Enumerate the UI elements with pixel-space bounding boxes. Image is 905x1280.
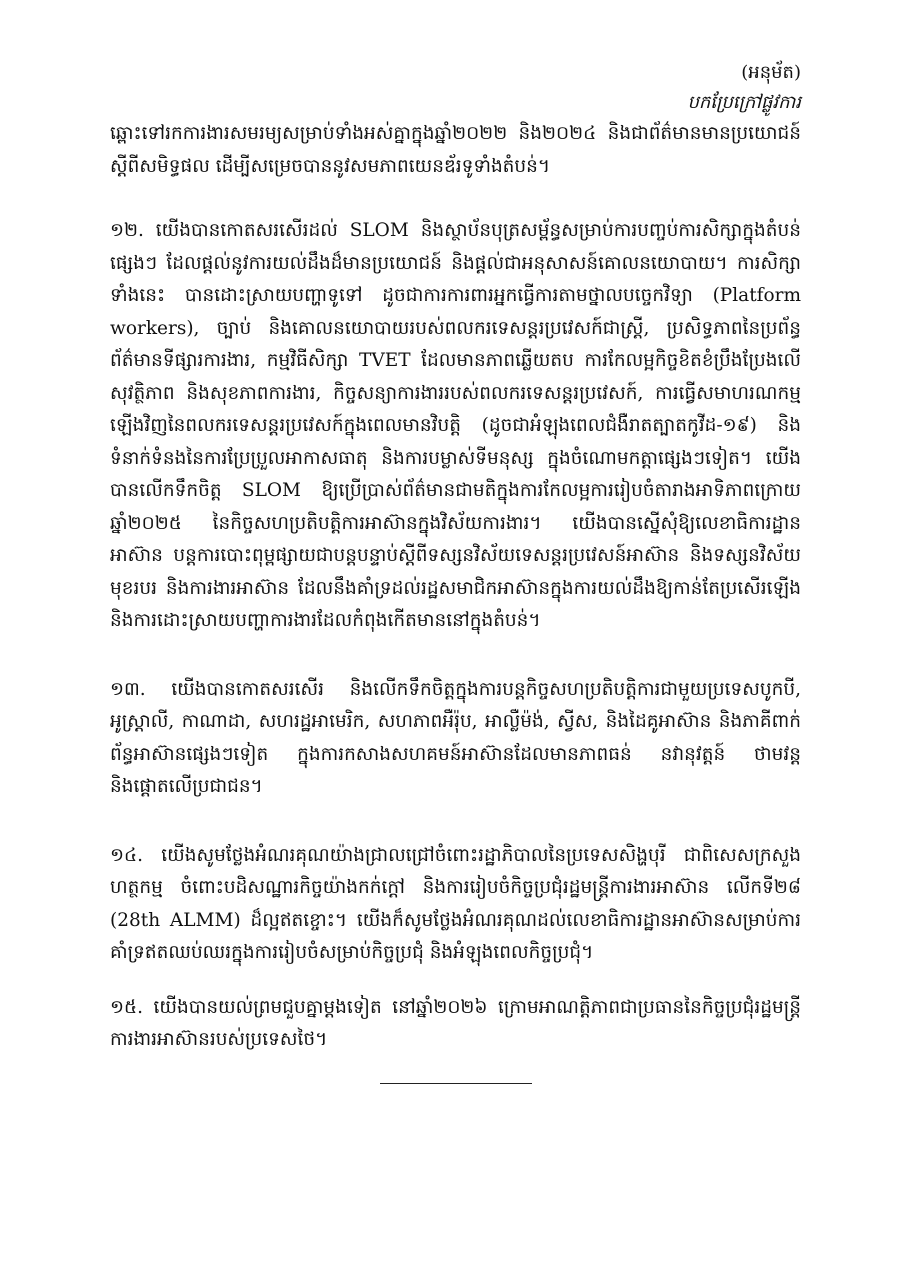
paragraph-13: ១៣. យើងបានកោតសរសើរ និងលើកទឹកចិត្តក្នុងការបន្តកិច្ចសហប្រតិបត្តិការជាមួយប្រទេសបូកបី, អូស្ត្រាលី, កាណាដា, សហរដ្ឋអាមេរិក, សហភាពអឺរ៉ុប, អាល្លឺម៉ង់, ស្វីស, និងដៃគូអាស៊ាន និងភាគីពាក់ព័ន្ធអាស៊ានផ្សេងៗទៀត ក្នុងការកសាងសហគមន៍អាស៊ានដែលមានភាពធន់ នវានុវត្តន៍ ថាមវន្ត និងផ្តោតលើប្រជាជន។ (110, 678, 801, 797)
paragraph-14: ១៤. យើងសូមថ្លែងអំណរគុណយ៉ាងជ្រាលជ្រៅចំពោះរដ្ឋាភិបាលនៃប្រទេសសិង្ហបុរី ជាពិសេសក្រសួងហត្ថកម្ម ចំពោះបដិសណ្ឋារកិច្ចយ៉ាងកក់ក្តៅ និងការរៀបចំកិច្ចប្រជុំរដ្ឋមន្ត្រីការងារអាស៊ាន លើកទី២៨ (28th ALMM) ដ៏ល្អឥតខ្ចោះ។ យើងក៏សូមថ្លែងអំណរគុណដល់លេខាធិការដ្ឋានអាស៊ានសម្រាប់ការគាំទ្រឥតឈប់ឈរក្នុងការរៀបចំសម្រាប់កិច្ចប្រជុំ និងអំឡុងពេលកិច្ចប្រជុំ។ (110, 844, 801, 963)
paragraph-continuation: ឆ្ពោះទៅរកការងារសមរម្យសម្រាប់ទាំងអស់គ្នាក្នុងឆ្នាំ២០២២ និង២០២៤ និងជាព័ត៌មានមានប្រយោជន៍ ស្តីពីសមិទ្ធផល ដើម្បីសម្រេចបាននូវសមភាពយេនឌ័រទូទាំងតំបន់។ (110, 123, 801, 177)
paragraph-12: ១២. យើងបានកោតសរសើរដល់ SLOM និងស្ថាប័នបុត្រសម្ព័ន្ធសម្រាប់ការបញ្ចប់ការសិក្សាក្នុងតំបន់ផ្សេងៗ ដែលផ្តល់នូវការយល់ដឹងដ៏មានប្រយោជន៍ និងផ្តល់ជាអនុសាសន៍គោលនយោបាយ។ ការសិក្សាទាំងនេះ បានដោះស្រាយបញ្ហាទូទៅ ដូចជាការការពារអ្នកធ្វើការតាមថ្នាលបច្ចេកវិទ្យា (Platform workers), ច្បាប់ និងគោលនយោបាយរបស់ពលករទេសន្តរប្រវេសក៍ជាស្ត្រី, ប្រសិទ្ធភាពនៃប្រព័ន្ធព័ត៌មានទីផ្សារការងារ, កម្មវិធីសិក្សា TVET ដែលមានភាពឆ្លើយតប ការកែលម្អកិច្ចខិតខំប្រឹងប្រែងលើសុវត្ថិភាព និងសុខភាពការងារ, កិច្ចសន្យាការងាររបស់ពលករទេសន្តរប្រវេសក៍, ការធ្វើសមាហរណកម្មឡើងវិញនៃពលករទេសន្តរប្រវេសក៍ក្នុងពេលមានវិបត្តិ (ដូចជាអំឡុងពេលជំងឺរាតត្បាតកូវីដ-១៩) និងទំនាក់ទំនងនៃការប្រែប្រួលអាកាសធាតុ និងការបម្លាស់ទីមនុស្ស ក្នុងចំណោមកត្តាផ្សេងៗទៀត។ យើងបានលើកទឹកចិត្ត SLOM ឱ្យប្រើប្រាស់ព័ត៌មានជាមតិក្នុងការកែលម្អការរៀបចំតារាងអាទិភាពក្រោយឆ្នាំ២០២៥ នៃកិច្ចសហប្រតិបត្តិការអាស៊ានក្នុងវិស័យការងារ។ យើងបានស្នើសុំឱ្យលេខាធិការដ្ឋានអាស៊ាន បន្តការបោះពុម្ពផ្សាយជាបន្តបន្ទាប់ស្តីពីទស្សនវិស័យទេសន្តរប្រវេសន៍អាស៊ាន និងទស្សនវិស័យមុខរបរ និងការងារអាស៊ាន ដែលនឹងគាំទ្រដល់រដ្ឋសមាជិកអាស៊ានក្នុងការយល់ដឹងឱ្យកាន់តែប្រសើរឡើង និងការដោះស្រាយបញ្ហាការងារដែលកំពុងកើតមាននៅក្នុងតំបន់។ (110, 220, 801, 631)
closing-divider (380, 1083, 532, 1084)
document-header (110, 58, 801, 118)
approval-status: (អនុម័ត) (741, 62, 801, 83)
translation-note: បកប្រែក្រៅផ្លូវការ (687, 92, 801, 113)
paragraph-15: ១៥. យើងបានយល់ព្រមជួបគ្នាម្តងទៀត នៅឆ្នាំ២០២៦ ក្រោមអាណត្តិភាពជាប្រធាននៃកិច្ចប្រជុំរដ្ឋមន្ត្រីការងារអាស៊ានរបស់ប្រទេសថៃ។ (110, 996, 801, 1050)
